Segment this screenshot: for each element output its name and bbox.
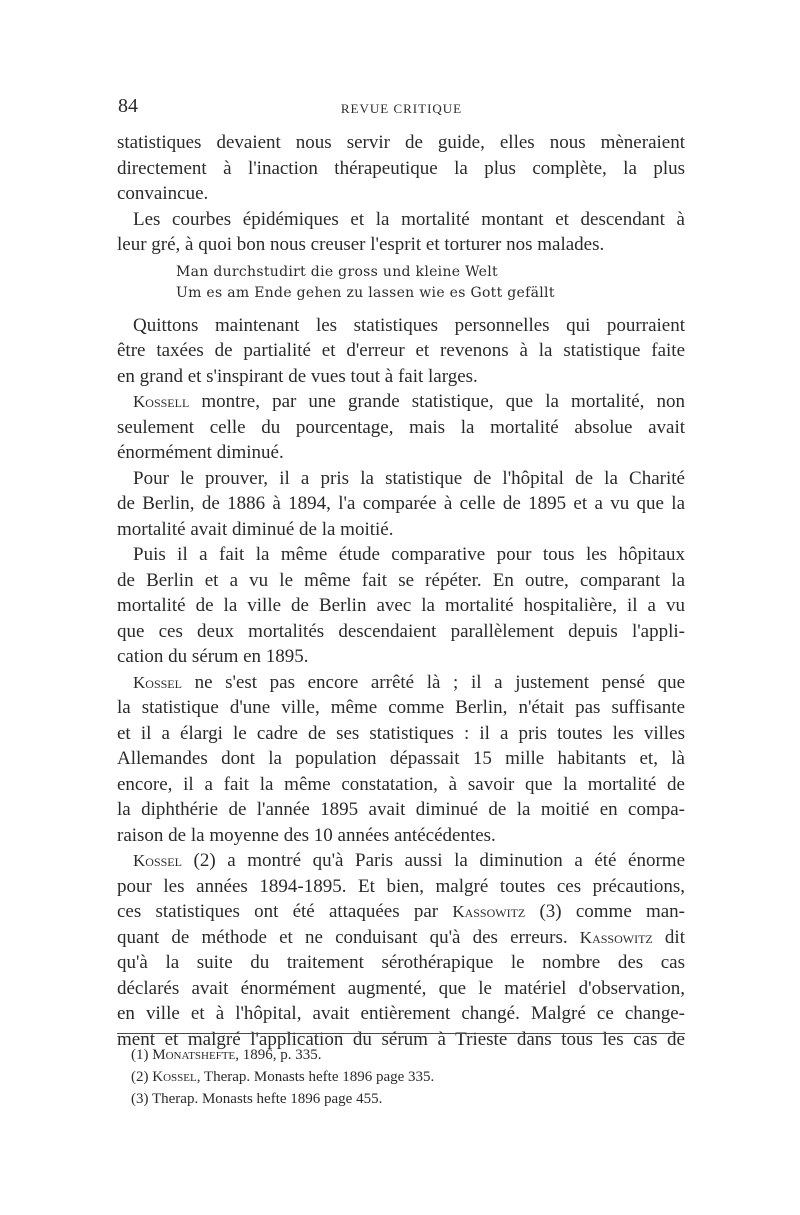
text-line: mortalité avait diminué de la moitié. xyxy=(117,518,394,540)
author-name: Kossel xyxy=(133,672,182,692)
text-line: qu'à la suite du traitement sérothérapique le nombre des cas xyxy=(117,952,685,973)
author-name: Kossell xyxy=(133,392,190,411)
footnote-divider xyxy=(117,1033,685,1034)
text-line: pour les années 1894-1895. Et bien, malgré toutes ces précautions, xyxy=(117,875,685,897)
text-line: cation du sérum en 1895. xyxy=(117,646,309,667)
page-header xyxy=(118,95,685,125)
text-line: énormément diminué. xyxy=(117,442,284,463)
text-line: que ces deux mortalités descendaient parallèlement depuis l'appli- xyxy=(117,620,685,642)
quote-line: Um es am Ende gehen zu lassen wie es Gott gefällt xyxy=(176,285,555,301)
text-line: convaincue. xyxy=(117,183,209,204)
text-line: raison de la moyenne des 10 années antécédentes. xyxy=(117,824,496,846)
text-line: seulement celle du pourcentage, mais la mortalité absolue avait xyxy=(117,416,685,438)
author-name: Kossel xyxy=(133,851,182,870)
author-name: Kassowitz xyxy=(579,927,653,947)
text-line: Les courbes épidémiques et la mortalité montant et descendant à xyxy=(133,208,685,230)
text-line: être taxées de partialité et d'erreur et revenons à la statistique faite xyxy=(117,340,685,361)
text-line: ment et malgré l'application du sérum à Trieste dans tous les cas de xyxy=(117,1028,685,1050)
text-line: mortalité de la ville de Berlin avec la mortalité hospitalière, il a vu xyxy=(117,595,685,616)
text-line: leur gré, à quoi bon nous creuser l'esprit et torturer nos malades. xyxy=(117,234,605,255)
quotation xyxy=(117,262,685,305)
text-line: Quittons maintenant les statistiques personnelles qui pourraient xyxy=(133,314,685,336)
text-line: Kossel ne s'est pas encore arrêté là ; il a justement pensé que xyxy=(133,671,685,693)
text-line: déclarés avait énormément augmenté, que le matériel d'observation, xyxy=(117,977,685,999)
text-line: Kossell montre, par une grande statistique, que la mortalité, non xyxy=(133,391,685,412)
text-line: Kossel (2) a montré qu'à Paris aussi la diminution a été énorme xyxy=(133,850,685,871)
text-line: directement à l'inaction thérapeutique la plus complète, la plus xyxy=(117,157,685,179)
author-name: Kassowitz xyxy=(452,902,526,921)
footnotes xyxy=(131,1044,691,1110)
text-line: de Berlin, de 1886 à 1894, l'a comparée à celle de 1895 et a vu que la xyxy=(117,493,685,514)
text-line: Allemandes dont la population dépassait 15 mille habitants et, là xyxy=(117,748,685,769)
text-line: en grand et s'inspirant de vues tout à fait larges. xyxy=(117,365,478,387)
running-head: REVUE CRITIQUE xyxy=(340,101,463,116)
text-line: la diphthérie de l'année 1895 avait diminué de la moitié en compa- xyxy=(117,799,685,820)
quote-line: Man durchstudirt die gross und kleine Welt xyxy=(176,263,498,280)
text-line: statistiques devaient nous servir de guide, elles nous mèneraient xyxy=(117,132,685,153)
text-line: en ville et à l'hôpital, avait entièrement changé. Malgré ce change- xyxy=(117,1003,685,1024)
text-line: Pour le prouver, il a pris la statistique de l'hôpital de la Charité xyxy=(133,467,685,489)
footnote-2: (2) Kossel, Therap. Monasts hefte 1896 page 335. xyxy=(131,1069,435,1085)
text-line: de Berlin et a vu le même fait se répéter. En outre, comparant la xyxy=(117,569,685,591)
text-line: encore, il a fait la même constatation, à savoir que la mortalité de xyxy=(117,773,685,795)
footnote-1: (1) Monatshefte, 1896, p. 335. xyxy=(131,1047,322,1063)
text-line: ces statistiques ont été attaquées par Kassowitz (3) comme man- xyxy=(117,901,685,922)
page-number: 84 xyxy=(118,95,138,117)
text-line: quant de méthode et ne conduisant qu'à des erreurs. Kassowitz dit xyxy=(117,926,685,948)
text-line: la statistique d'une ville, même comme Berlin, n'était pas suffisante xyxy=(117,697,685,718)
footnote-3: (3) Therap. Monasts hefte 1896 page 455. xyxy=(131,1091,383,1107)
body-text xyxy=(117,130,685,1052)
text-line: Puis il a fait la même étude comparative pour tous les hôpitaux xyxy=(133,544,685,565)
text-line: et il a élargi le cadre de ses statistiques : il a pris toutes les villes xyxy=(117,722,685,744)
